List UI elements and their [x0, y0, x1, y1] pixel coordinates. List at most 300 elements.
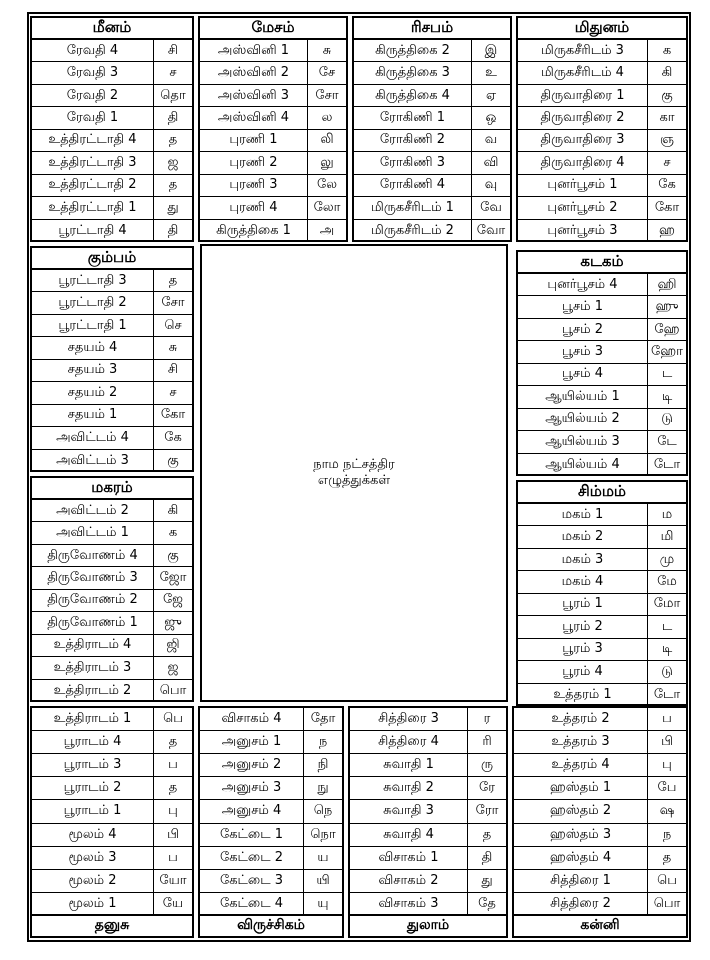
name-letter: லி	[320, 132, 334, 148]
nakshatra-pada: சுவாதி 1	[350, 754, 468, 776]
nakshatra-row	[32, 731, 192, 754]
nakshatra-row	[32, 450, 192, 472]
nakshatra-pada: மகம் 1	[518, 504, 648, 525]
name-letter: யி	[316, 872, 330, 888]
nakshatra-row	[514, 731, 686, 754]
nakshatra-row	[518, 274, 686, 296]
sign-title: மகரம்	[30, 476, 194, 500]
name-letter: ச	[663, 154, 671, 170]
nakshatra-row	[32, 612, 192, 634]
nakshatra-pada: கேட்டை 1	[200, 824, 304, 846]
nakshatra-pada: சித்திரை 2	[514, 893, 648, 916]
name-letter: கி	[661, 65, 673, 81]
nakshatra-row	[350, 870, 506, 893]
nakshatra-row	[518, 409, 686, 431]
name-letter: யே	[162, 896, 184, 912]
name-letter: பி	[167, 826, 179, 842]
sign-rows	[30, 500, 194, 702]
nakshatra-row	[32, 175, 192, 197]
nakshatra-row	[518, 616, 686, 638]
nakshatra-pada: சித்திரை 1	[514, 870, 648, 892]
name-letter: வு	[484, 177, 498, 193]
name-letter: தி	[167, 110, 179, 126]
name-letter: கே	[164, 429, 182, 445]
nakshatra-row	[200, 893, 342, 916]
name-letter: பெ	[657, 872, 677, 888]
name-letter: டு	[661, 411, 673, 427]
nakshatra-pada: திருவாதிரை 4	[518, 152, 648, 173]
nakshatra-row	[32, 337, 192, 359]
nakshatra-pada: மகம் 4	[518, 571, 648, 592]
nakshatra-pada: ரேவதி 1	[32, 107, 154, 128]
name-letter: நி	[317, 757, 329, 773]
sign-rows	[30, 706, 194, 914]
sign-rows	[352, 40, 512, 242]
nakshatra-row	[518, 319, 686, 341]
sign-title: கடகம்	[516, 250, 688, 274]
sign-title: விருச்சிகம்	[198, 914, 344, 938]
name-letter: ட	[661, 618, 673, 634]
name-letter: தி	[167, 222, 179, 238]
nakshatra-row	[200, 62, 346, 84]
nakshatra-pada: ரோகிணி 2	[354, 130, 472, 151]
nakshatra-row	[350, 777, 506, 800]
name-letter: ந	[318, 734, 328, 750]
nakshatra-row	[350, 708, 506, 731]
nakshatra-pada: அஸ்வினி 3	[200, 85, 308, 106]
nakshatra-row	[32, 220, 192, 242]
nakshatra-row	[32, 754, 192, 777]
nakshatra-row	[32, 800, 192, 823]
nakshatra-pada: ரோகிணி 3	[354, 152, 472, 173]
name-letter: ந	[662, 826, 672, 842]
nakshatra-pada: கிருத்திகை 2	[354, 40, 472, 61]
name-letter: ஞ	[660, 132, 674, 148]
name-letter: சோ	[161, 295, 185, 311]
nakshatra-pada: அஸ்வினி 1	[200, 40, 308, 61]
nakshatra-row	[200, 220, 346, 242]
nakshatra-pada: உத்தரம் 3	[514, 731, 648, 753]
name-letter: ச	[169, 65, 177, 81]
name-letter: நெ	[313, 803, 333, 819]
name-letter: ரி	[482, 734, 492, 750]
nakshatra-row	[354, 152, 510, 174]
sign-kadagam	[516, 250, 688, 476]
name-letter: இ	[484, 42, 498, 58]
center-line-1: நாம நட்சத்திர	[313, 457, 395, 472]
nakshatra-pada: ஆயில்யம் 2	[518, 409, 648, 430]
nakshatra-pada: கேட்டை 3	[200, 870, 304, 892]
name-letter: சு	[322, 42, 332, 58]
nakshatra-row	[514, 800, 686, 823]
sign-magaram	[30, 476, 194, 702]
name-letter: பொ	[159, 682, 187, 698]
nakshatra-pada: பூரட்டாதி 1	[32, 315, 154, 336]
nakshatra-row	[354, 197, 510, 219]
nakshatra-row	[518, 40, 686, 62]
nakshatra-row	[518, 454, 686, 476]
name-letter: ஏ	[485, 87, 497, 103]
sign-title: கும்பம்	[30, 246, 194, 270]
nakshatra-row	[32, 567, 192, 589]
sign-title: கன்னி	[512, 914, 688, 938]
nakshatra-row	[200, 824, 342, 847]
name-letter: ட	[661, 366, 673, 382]
name-letter: க	[662, 42, 672, 58]
name-letter: உ	[485, 65, 497, 81]
nakshatra-row	[32, 62, 192, 84]
nakshatra-pada: ரோகிணி 1	[354, 107, 472, 128]
nakshatra-row	[518, 661, 686, 683]
name-letter: பி	[661, 734, 673, 750]
nakshatra-row	[354, 175, 510, 197]
nakshatra-pada: பூசம் 4	[518, 364, 648, 385]
nakshatra-pada: திருவாதிரை 2	[518, 107, 648, 128]
name-letter: பு	[662, 757, 672, 773]
name-letter: க	[168, 525, 178, 541]
name-letter: கே	[658, 177, 676, 193]
name-letter: மோ	[653, 596, 681, 612]
nakshatra-row	[32, 680, 192, 702]
nakshatra-pada: புரணி 1	[200, 130, 308, 151]
name-letter: டே	[657, 433, 677, 449]
nakshatra-row	[200, 870, 342, 893]
sign-kanni	[512, 706, 688, 938]
nakshatra-pada: விசாகம் 3	[350, 893, 468, 916]
nakshatra-row	[200, 85, 346, 107]
nakshatra-pada: விசாகம் 2	[350, 870, 468, 892]
name-letter: ஜ	[167, 659, 179, 675]
nakshatra-row	[200, 754, 342, 777]
sign-viruchigam	[198, 706, 344, 938]
nakshatra-pada: விசாகம் 4	[200, 708, 304, 730]
nakshatra-row	[514, 708, 686, 731]
name-letter: ஹி	[657, 276, 677, 292]
nakshatra-pada: ரேவதி 2	[32, 85, 154, 106]
sign-dhanusu	[30, 706, 194, 938]
nakshatra-pada: ஆயில்யம் 1	[518, 386, 648, 407]
name-letter: ரு	[480, 757, 494, 773]
nakshatra-pada: திருவாதிரை 3	[518, 130, 648, 151]
nakshatra-row	[518, 341, 686, 363]
name-letter: ச	[169, 384, 177, 400]
nakshatra-pada: பூராடம் 3	[32, 754, 154, 776]
nakshatra-row	[32, 522, 192, 544]
name-letter: டி	[661, 388, 673, 404]
nakshatra-pada: சித்திரை 3	[350, 708, 468, 730]
nakshatra-pada: மூலம் 3	[32, 847, 154, 869]
nakshatra-pada: உத்திரட்டாதி 2	[32, 175, 154, 196]
nakshatra-row	[518, 571, 686, 593]
name-letter: பொ	[653, 896, 681, 912]
nakshatra-row	[32, 545, 192, 567]
nakshatra-row	[32, 130, 192, 152]
nakshatra-row	[518, 594, 686, 616]
nakshatra-pada: உத்தரம் 4	[514, 754, 648, 776]
nakshatra-row	[514, 777, 686, 800]
sign-mesham	[198, 16, 348, 242]
nakshatra-row	[514, 754, 686, 777]
name-letter: ல	[321, 110, 333, 126]
nakshatra-pada: பூரம் 4	[518, 661, 648, 682]
nakshatra-pada: சதயம் 4	[32, 337, 154, 358]
sign-thulam	[348, 706, 508, 938]
name-letter: ப	[168, 757, 178, 773]
nakshatra-row	[514, 870, 686, 893]
nakshatra-row	[32, 360, 192, 382]
name-letter: கு	[661, 87, 673, 103]
nakshatra-pada: திருவோணம் 4	[32, 545, 154, 566]
nakshatra-pada: அவிட்டம் 3	[32, 450, 154, 472]
sign-rows	[198, 706, 344, 914]
name-letter: கி	[167, 502, 179, 518]
nakshatra-row	[32, 635, 192, 657]
name-letter: சோ	[315, 87, 339, 103]
name-letter: ஹோ	[651, 344, 683, 360]
sign-kumbam	[30, 246, 194, 472]
sign-rows	[516, 40, 688, 242]
sign-rows	[516, 274, 688, 476]
nakshatra-pada: உத்திராடம் 3	[32, 657, 154, 678]
nakshatra-pada: திருவோணம் 3	[32, 567, 154, 588]
nakshatra-pada: புனர்பூசம் 2	[518, 197, 648, 218]
nakshatra-pada: பூராடம் 1	[32, 800, 154, 822]
nakshatra-row	[32, 893, 192, 916]
sign-mithunam	[516, 16, 688, 242]
name-letter: ரோ	[475, 803, 499, 819]
name-letter: த	[168, 780, 178, 796]
nakshatra-row	[350, 800, 506, 823]
name-letter: வே	[480, 199, 502, 215]
nakshatra-row	[200, 800, 342, 823]
name-letter: ப	[168, 849, 178, 865]
nakshatra-row	[350, 893, 506, 916]
nakshatra-pada: அவிட்டம் 1	[32, 522, 154, 543]
nakshatra-pada: பூரம் 1	[518, 594, 648, 615]
nakshatra-row	[518, 197, 686, 219]
nakshatra-pada: அனுசம் 3	[200, 777, 304, 799]
nakshatra-pada: திருவோணம் 1	[32, 612, 154, 633]
nakshatra-row	[354, 40, 510, 62]
name-letter: கு	[167, 547, 179, 563]
name-letter: லு	[320, 154, 334, 170]
nakshatra-row	[200, 708, 342, 731]
nakshatra-row	[514, 893, 686, 916]
nakshatra-pada: உத்திரட்டாதி 3	[32, 152, 154, 173]
name-letter: சி	[167, 42, 179, 58]
nakshatra-pada: உத்தரம் 2	[514, 708, 648, 730]
nakshatra-pada: உத்திரட்டாதி 1	[32, 197, 154, 218]
name-letter: அ	[319, 222, 335, 238]
nakshatra-row	[518, 152, 686, 174]
nakshatra-pada: விசாகம் 1	[350, 847, 468, 869]
nakshatra-pada: உத்திரட்டாதி 4	[32, 130, 154, 151]
name-letter: து	[167, 199, 179, 215]
nakshatra-row	[200, 130, 346, 152]
name-letter: டி	[661, 641, 673, 657]
name-letter: நொ	[310, 826, 336, 842]
name-letter: வி	[483, 154, 499, 170]
name-letter: வ	[484, 132, 498, 148]
name-letter: ஹே	[654, 321, 680, 337]
nakshatra-row	[200, 731, 342, 754]
name-letter: ர	[483, 711, 491, 727]
name-letter: தி	[481, 849, 493, 865]
nakshatra-row	[32, 152, 192, 174]
nakshatra-pada: ஆயில்யம் 4	[518, 454, 648, 476]
sign-rows	[30, 40, 194, 242]
name-letter: வோ	[476, 222, 506, 238]
nakshatra-pada: அவிட்டம் 4	[32, 427, 154, 448]
nakshatra-row	[518, 130, 686, 152]
name-letter: தொ	[160, 87, 186, 103]
nakshatra-row	[32, 270, 192, 292]
nakshatra-pada: ஹஸ்தம் 2	[514, 800, 648, 822]
nakshatra-row	[350, 754, 506, 777]
center-line-2: எழுத்துக்கள்	[317, 473, 391, 488]
nakshatra-row	[32, 382, 192, 404]
nakshatra-pada: பூரம் 2	[518, 616, 648, 637]
nakshatra-pada: பூசம் 3	[518, 341, 648, 362]
nakshatra-pada: மிருகசீரிடம் 4	[518, 62, 648, 83]
nakshatra-row	[354, 130, 510, 152]
name-letter: கோ	[160, 407, 186, 423]
nakshatra-pada: சுவாதி 2	[350, 777, 468, 799]
nakshatra-row	[32, 315, 192, 337]
nakshatra-row	[32, 500, 192, 522]
nakshatra-pada: பூராடம் 2	[32, 777, 154, 799]
nakshatra-row	[200, 777, 342, 800]
name-letter: டோ	[653, 456, 681, 472]
nakshatra-pada: பூராடம் 4	[32, 731, 154, 753]
nakshatra-pada: புரணி 3	[200, 175, 308, 196]
nakshatra-pada: புனர்பூசம் 3	[518, 220, 648, 242]
nakshatra-pada: புரணி 2	[200, 152, 308, 173]
nakshatra-row	[518, 62, 686, 84]
nakshatra-row	[518, 220, 686, 242]
nakshatra-row	[518, 431, 686, 453]
nakshatra-pada: கேட்டை 2	[200, 847, 304, 869]
nakshatra-row	[354, 107, 510, 129]
nakshatra-pada: பூரட்டாதி 3	[32, 270, 154, 291]
nakshatra-row	[32, 292, 192, 314]
nakshatra-pada: திருவாதிரை 1	[518, 85, 648, 106]
nakshatra-row	[354, 220, 510, 242]
nakshatra-row	[514, 824, 686, 847]
nakshatra-row	[518, 175, 686, 197]
name-letter: த	[168, 177, 178, 193]
nakshatra-row	[200, 175, 346, 197]
sign-title: மிதுனம்	[516, 16, 688, 40]
name-letter: கோ	[654, 199, 680, 215]
nakshatra-row	[200, 40, 346, 62]
name-letter: த	[482, 826, 492, 842]
nakshatra-pada: மிருகசீரிடம் 3	[518, 40, 648, 61]
nakshatra-pada: பூரம் 3	[518, 639, 648, 660]
nakshatra-row	[518, 639, 686, 661]
name-letter: ம	[661, 506, 673, 522]
sign-rows	[30, 270, 194, 472]
nakshatra-row	[32, 40, 192, 62]
nakshatra-pada: மகம் 2	[518, 526, 648, 547]
nakshatra-row	[200, 152, 346, 174]
name-letter: கா	[659, 110, 675, 126]
nakshatra-pada: மூலம் 1	[32, 893, 154, 916]
sign-rows	[348, 706, 508, 914]
nakshatra-pada: கிருத்திகை 1	[200, 220, 308, 242]
nakshatra-row	[32, 847, 192, 870]
nakshatra-row	[518, 386, 686, 408]
nakshatra-pada: மிருகசீரிடம் 2	[354, 220, 472, 242]
name-letter: ப	[662, 711, 672, 727]
nakshatra-pada: மிருகசீரிடம் 1	[354, 197, 472, 218]
nakshatra-row	[518, 504, 686, 526]
name-letter: சு	[168, 340, 178, 356]
name-letter: டோ	[653, 686, 681, 702]
nakshatra-pada: உத்திராடம் 4	[32, 635, 154, 656]
nakshatra-row	[200, 107, 346, 129]
nakshatra-row	[518, 549, 686, 571]
nakshatra-row	[32, 657, 192, 679]
nakshatra-pada: கேட்டை 4	[200, 893, 304, 916]
name-letter: லோ	[313, 199, 341, 215]
sign-title: தனுசு	[30, 914, 194, 938]
nakshatra-pada: அனுசம் 2	[200, 754, 304, 776]
nakshatra-pada: புரணி 4	[200, 197, 308, 218]
name-letter: தோ	[310, 711, 336, 727]
name-letter: மே	[657, 574, 677, 590]
nakshatra-row	[518, 85, 686, 107]
name-letter: த	[168, 272, 178, 288]
name-letter: சி	[167, 362, 179, 378]
nakshatra-pada: பூரட்டாதி 4	[32, 220, 154, 242]
nakshatra-row	[200, 197, 346, 219]
nakshatra-pada: அனுசம் 1	[200, 731, 304, 753]
name-letter: சே	[318, 65, 336, 81]
nakshatra-pada: சுவாதி 4	[350, 824, 468, 846]
nakshatra-pada: மூலம் 2	[32, 870, 154, 892]
nakshatra-row	[518, 364, 686, 386]
nakshatra-pada: புனர்பூசம் 1	[518, 175, 648, 196]
nakshatra-pada: திருவோணம் 2	[32, 590, 154, 611]
sign-rishabam	[352, 16, 512, 242]
nakshatra-row	[32, 405, 192, 427]
nakshatra-row	[32, 777, 192, 800]
nakshatra-row	[354, 62, 510, 84]
nakshatra-pada: அஸ்வினி 4	[200, 107, 308, 128]
nakshatra-pada: அவிட்டம் 2	[32, 500, 154, 521]
nakshatra-pada: புனர்பூசம் 4	[518, 274, 648, 295]
name-letter: நு	[317, 780, 329, 796]
nakshatra-row	[32, 85, 192, 107]
nakshatra-pada: பூசம் 2	[518, 319, 648, 340]
name-letter: கு	[167, 452, 179, 468]
name-letter: து	[481, 872, 493, 888]
name-letter: யு	[317, 896, 329, 912]
sign-rows	[516, 504, 688, 706]
nakshatra-row	[32, 590, 192, 612]
nakshatra-pada: உத்தரம் 1	[518, 684, 648, 706]
nakshatra-pada: ஹஸ்தம் 4	[514, 847, 648, 869]
name-letter: த	[168, 132, 178, 148]
sign-rows	[512, 706, 688, 914]
nakshatra-pada: அஸ்வினி 2	[200, 62, 308, 83]
name-letter: த	[662, 849, 672, 865]
nakshatra-pada: உத்திராடம் 1	[32, 708, 154, 730]
nakshatra-row	[32, 870, 192, 893]
nakshatra-pada: சுவாதி 3	[350, 800, 468, 822]
nakshatra-pada: உத்திராடம் 2	[32, 680, 154, 702]
